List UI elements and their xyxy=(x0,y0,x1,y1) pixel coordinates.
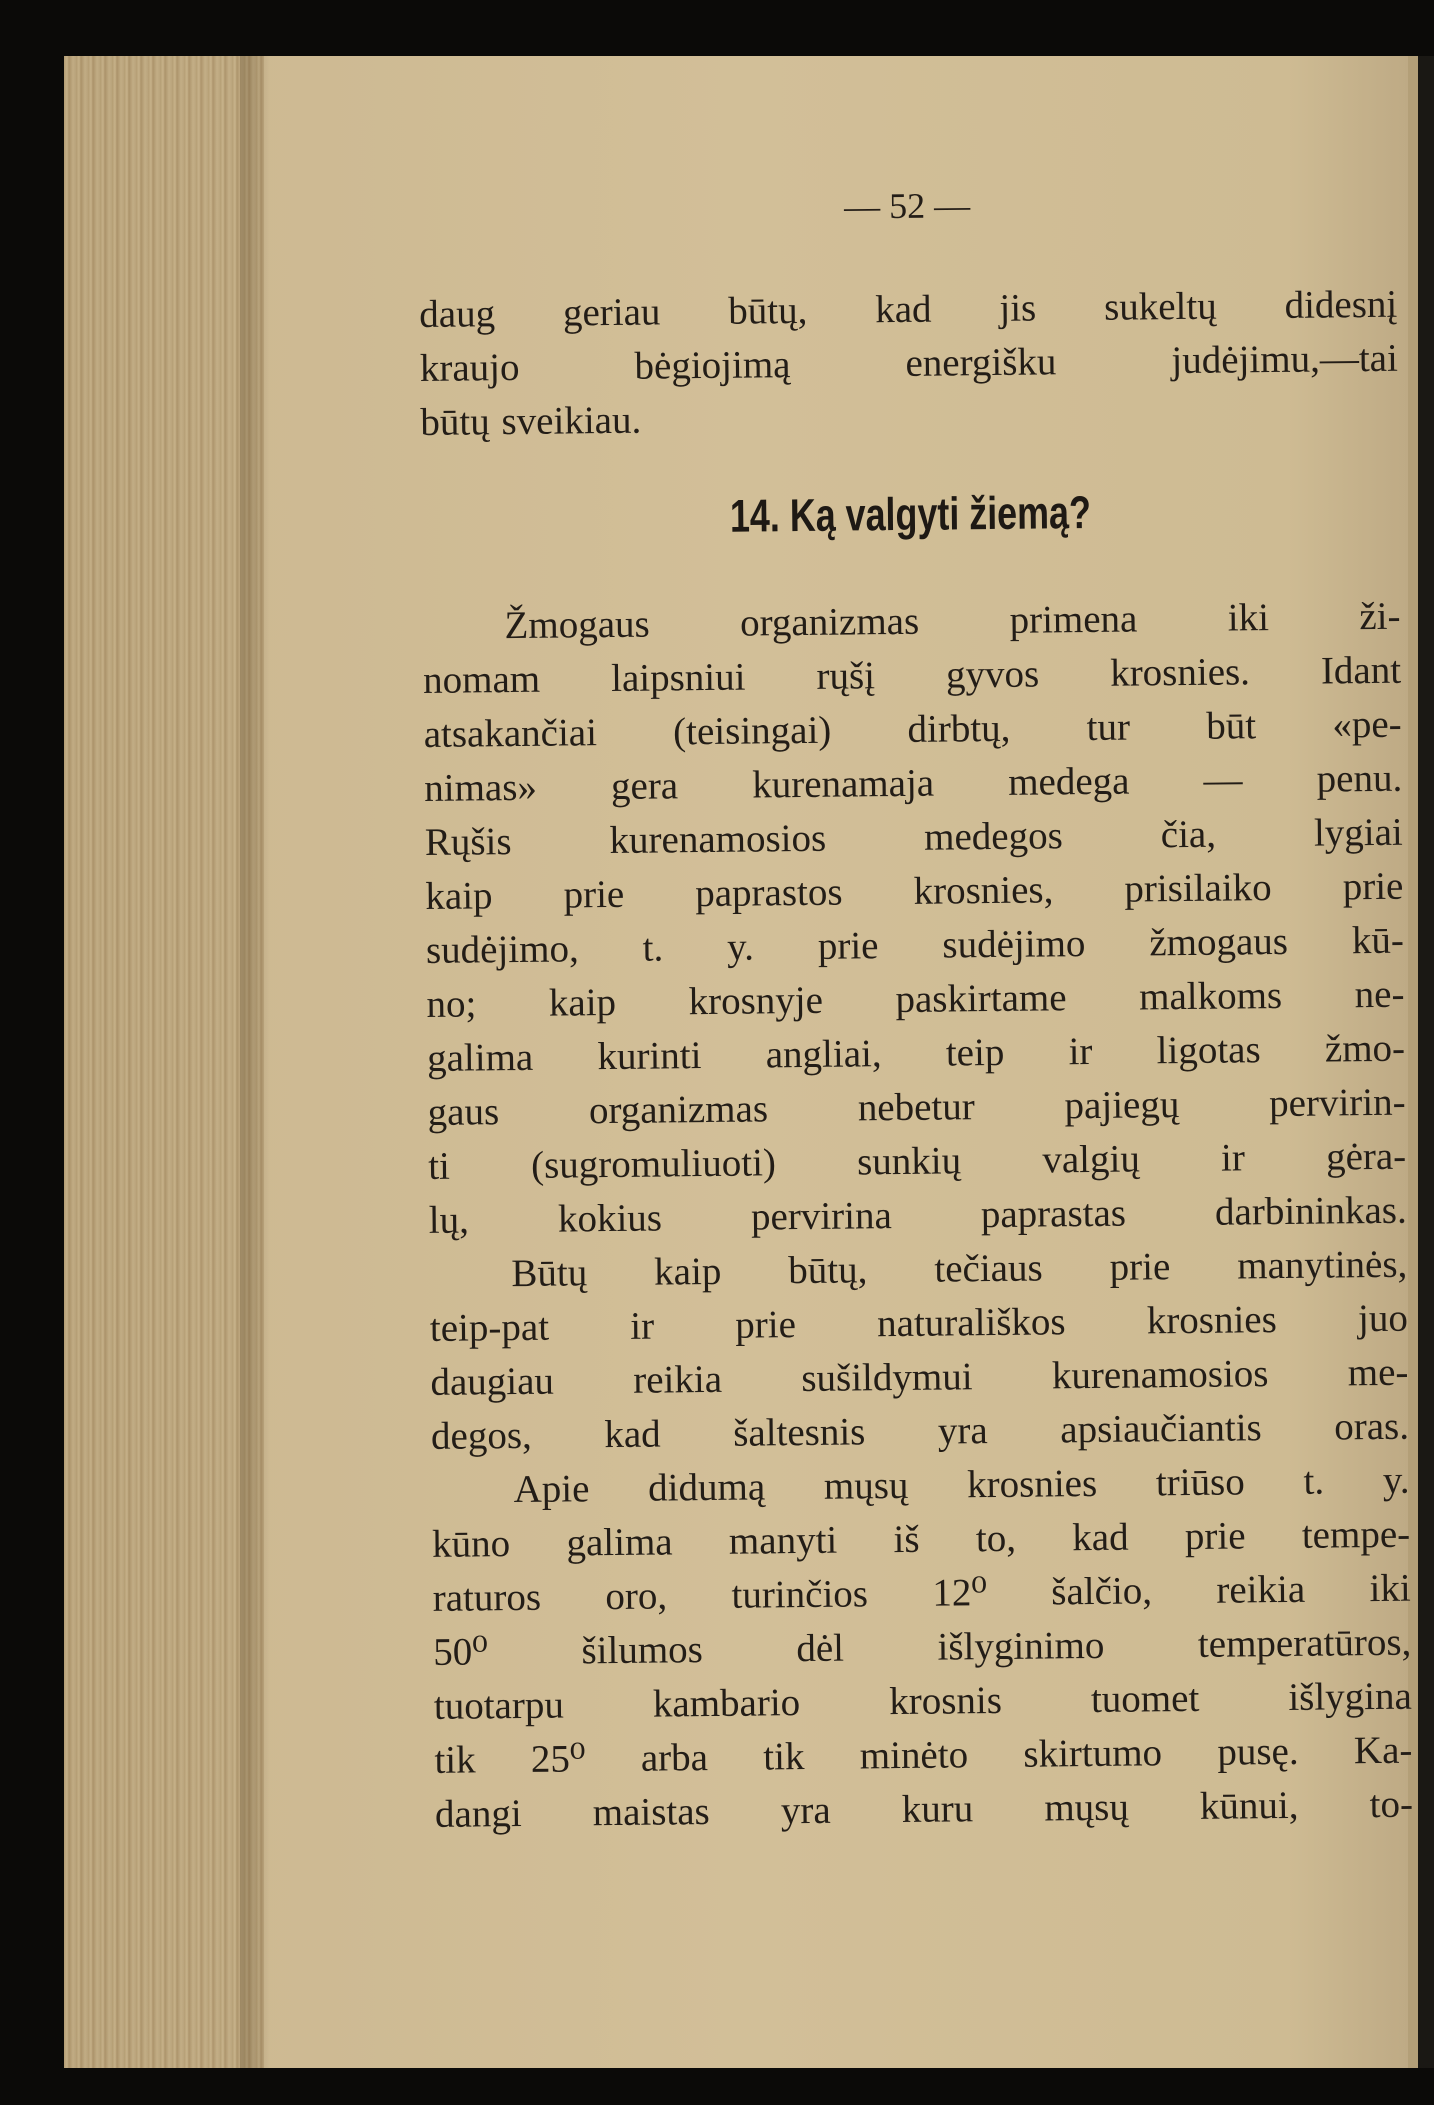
text-line: tik 25⁰ arba tik minėto skirtumo pusę. Ka- xyxy=(434,1728,1413,1782)
text-line: daugiau reikia sušildymui kurenamosios me- xyxy=(430,1350,1409,1404)
page-number: — 52 — xyxy=(843,185,971,227)
text-line: teip-pat ir prie naturališkos krosnies juo xyxy=(429,1296,1409,1350)
text-line: gaus organizmas nebetur pajiegų pervirin- xyxy=(427,1080,1406,1134)
text-line: sudėjimo, t. y. prie sudėjimo žmogaus kū- xyxy=(425,918,1405,972)
text-line: degos, kad šaltesnis yra apsiaučiantis oras. xyxy=(430,1404,1410,1458)
page-text xyxy=(416,0,1416,2105)
text-line: kaip prie paprastos krosnies, prisilaiko prie xyxy=(425,864,1404,918)
text-line: dangi maistas yra kuru mųsų kūnui, to- xyxy=(434,1782,1414,1836)
text-line: Būtų kaip būtų, tečiaus prie manytinės, xyxy=(511,1242,1408,1296)
text-line: raturos oro, turinčios 12⁰ šalčio, reikia iki xyxy=(432,1566,1411,1620)
text-line: 50⁰ šilumos dėl išlyginimo temperatūros, xyxy=(433,1620,1412,1674)
text-line: atsakančiai (teisingai) dirbtų, tur būt «pe- xyxy=(423,702,1402,756)
text-line: lų, kokius pervirina paprastas darbininkas. xyxy=(428,1188,1407,1242)
text-line: ti (sugromuliuoti) sunkių valgių ir gėra- xyxy=(427,1134,1407,1188)
section-heading: 14. Ką valgyti žiemą? xyxy=(729,485,1092,542)
scan-background-edge xyxy=(1418,56,1434,2068)
text-line: Rųšis kurenamosios medegos čia, lygiai xyxy=(424,810,1403,864)
text-line: no; kaip krosnyje paskirtame malkoms ne- xyxy=(426,972,1405,1026)
text-line: būtų sveikiau. xyxy=(420,398,642,444)
text-line: daug geriau būtų, kad jis sukeltų didesnį xyxy=(419,282,1398,336)
gutter-shadow xyxy=(240,56,270,2068)
text-line: Žmogaus organizmas primena iki ži- xyxy=(504,594,1401,648)
page-stack-edge xyxy=(64,56,264,2068)
text-line: kūno galima manyti iš to, kad prie tempe- xyxy=(431,1512,1411,1566)
text-line: kraujo bėgiojimą energišku judėjimu,—tai xyxy=(419,336,1399,390)
text-line: nimas» gera kurenamaja medega — penu. xyxy=(424,756,1403,810)
text-line: tuotarpu kambario krosnis tuomet išlygina xyxy=(433,1674,1413,1728)
text-line: galima kurinti angliai, teip ir ligotas žmo- xyxy=(426,1026,1406,1080)
text-line: Apie didumą mųsų krosnies triūso t. y. xyxy=(513,1458,1410,1512)
text-line: nomam laipsniui rųšį gyvos krosnies. Idant xyxy=(422,648,1402,702)
